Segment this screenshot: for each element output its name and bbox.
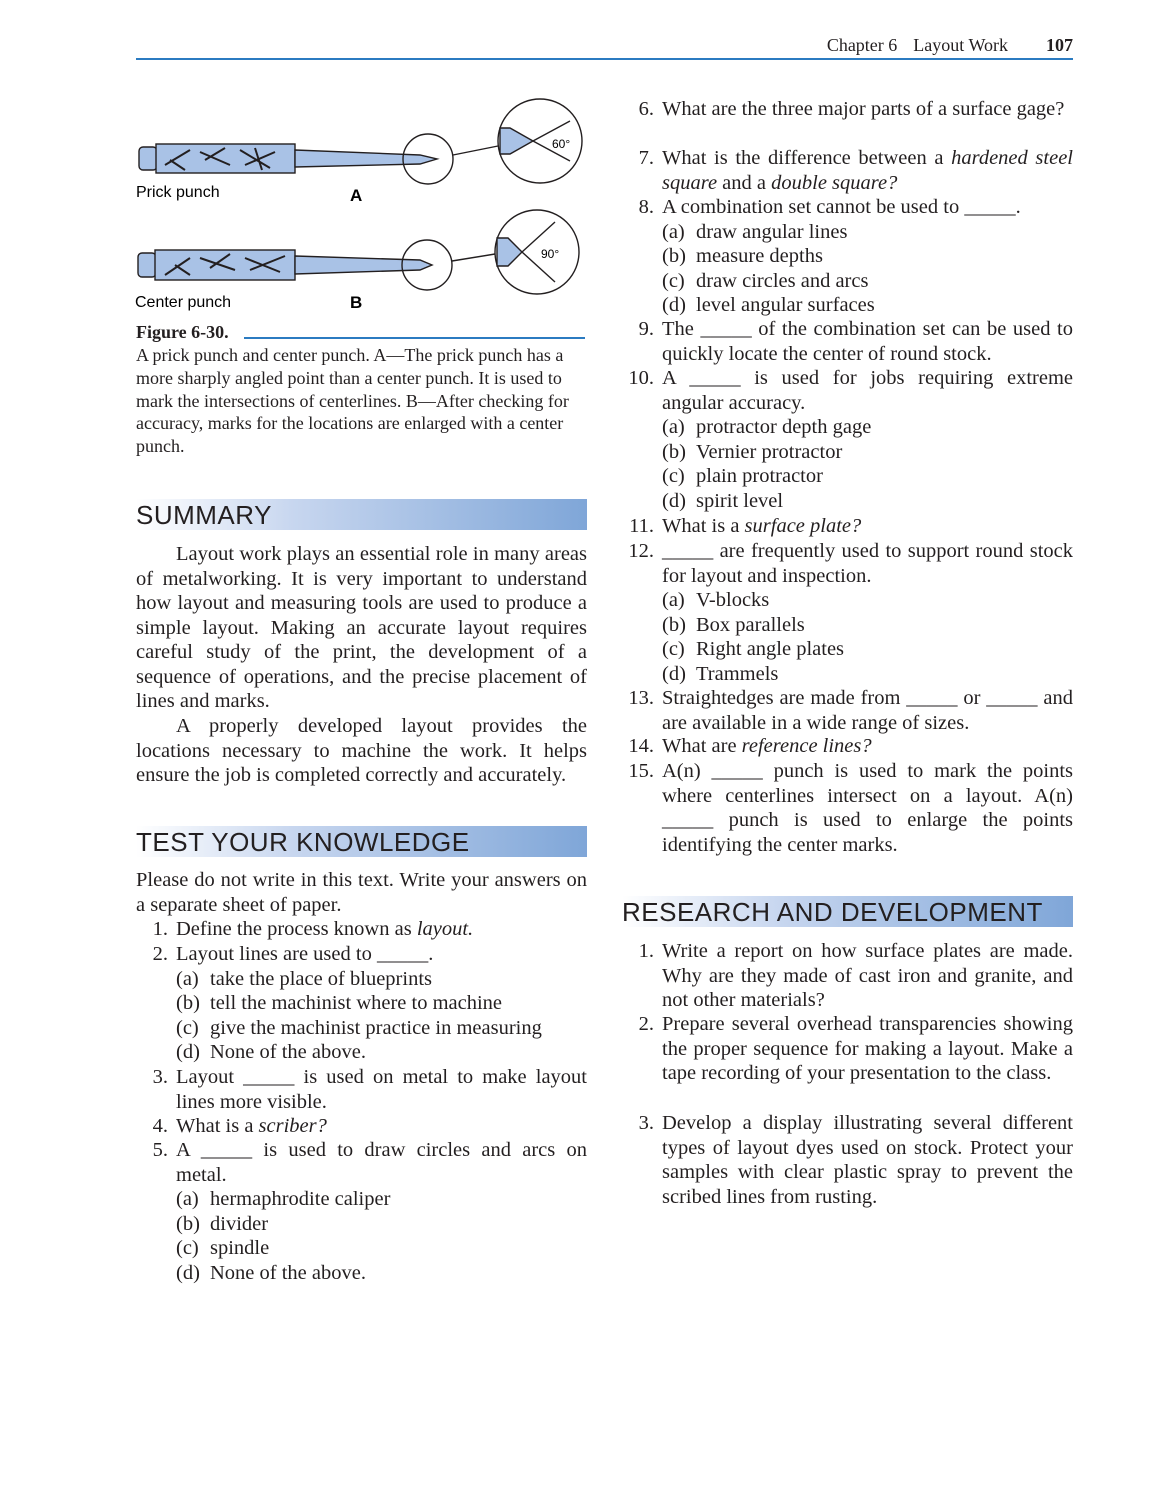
question-number: 9.: [638, 318, 654, 340]
option-d: (d) Trammels: [662, 662, 779, 685]
angle-label-a: 60°: [552, 137, 571, 151]
center-punch-label: Center punch: [135, 294, 232, 311]
question-10: [622, 366, 1073, 513]
summary-heading: [136, 499, 587, 530]
option-b: (b) Box parallels: [662, 613, 805, 636]
question-text: A _____ is used to draw circles and arcs on metal.: [176, 1139, 587, 1186]
question-number: 2.: [152, 943, 168, 965]
question-number: 11.: [629, 515, 654, 537]
question-number: 13.: [628, 687, 654, 709]
test-heading-text: TEST YOUR KNOWLEDGE: [136, 827, 470, 857]
question-text: _____ are frequently used to support round stock for layout and inspection.: [662, 540, 1073, 587]
option-d: (d) None of the above.: [176, 1041, 366, 1063]
question-4: [136, 1114, 587, 1139]
summary-paragraph-2: A properly developed layout provides the locations necessary to machine the work. It helps ensure the job is completed correctly and accurately.: [136, 715, 587, 786]
question-text: Layout _____ is used on metal to make layout lines more visible.: [176, 1066, 587, 1113]
question-number: 14.: [628, 735, 654, 757]
summary-heading-text: SUMMARY: [136, 500, 272, 530]
page-number: 107: [1046, 35, 1073, 55]
question-term: layout.: [416, 918, 474, 940]
question-term: double square?: [771, 171, 898, 194]
research-item-2: 2. Prepare several overhead transparencies showing the proper sequence for making a layout. Make a tape recording of your presentation to the class.: [638, 1013, 1073, 1084]
figure-rule: [244, 337, 585, 339]
question-15: [622, 759, 1073, 857]
question-text: Straightedges are made from _____ or _____ and are available in a wide range of sizes.: [662, 687, 1073, 734]
research-item-3: 3. Develop a display illustrating several different types of layout dyes used on stock. Protect your samples with clear plastic spray to prevent the scribed lines from rusting.: [638, 1112, 1073, 1208]
chapter-title: Layout Work: [913, 35, 1008, 55]
question-term: scriber?: [258, 1115, 327, 1137]
question-text: What is a: [662, 515, 745, 537]
question-12: [622, 539, 1073, 686]
option-b: (b) measure depths: [662, 245, 823, 267]
option-a: (a) draw angular lines: [662, 220, 848, 243]
question-term: reference lines?: [741, 735, 872, 757]
option-d: (d) spirit level: [662, 489, 784, 512]
question-1: [136, 917, 587, 942]
question-11: [622, 514, 1073, 539]
question-text: The _____ of the combination set can be used to quickly locate the center of round stock.: [662, 318, 1073, 365]
question-8: [622, 195, 1073, 318]
question-number: 7.: [638, 147, 654, 169]
question-text: What is the difference between a: [662, 147, 952, 169]
chapter-number: Chapter 6: [826, 35, 898, 55]
question-text: Layout lines are used to _____.: [176, 943, 434, 965]
question-number: 6.: [638, 98, 654, 120]
panel-label-b: B: [350, 293, 363, 312]
question-text: A combination set cannot be used to _____.: [662, 196, 1021, 218]
option-a: (a) hermaphrodite caliper: [176, 1188, 391, 1210]
question-2: [136, 942, 587, 1065]
research-item-1: 1. Write a report on how surface plates are made. Why are they made of cast iron and granite, and not other materials?: [638, 940, 1073, 1011]
figure-caption: A prick punch and center punch. A—The prick punch has a more sharply angled point than a center punch. It is used to mark the intersections of centerlines. B—After checking for accuracy, marks for the locations are enlarged with a center punch.: [136, 345, 569, 457]
question-number: 15.: [628, 760, 654, 782]
figure-title: Figure 6-30.: [136, 322, 229, 342]
option-c: (c) give the machinist practice in measuring: [176, 1016, 542, 1039]
prick-punch-illustration: [139, 99, 582, 184]
option-a: (a) V-blocks: [662, 589, 770, 611]
center-punch-illustration: [138, 210, 579, 294]
question-text: What are the three major parts of a surface gage?: [662, 98, 1065, 120]
question-3: [136, 1065, 587, 1114]
question-14: [622, 734, 1073, 759]
prick-punch-label: Prick punch: [136, 184, 220, 201]
question-text: What are: [662, 735, 742, 757]
test-heading: [136, 826, 587, 857]
question-number: 4.: [152, 1115, 168, 1137]
question-term: hardened steel square: [662, 147, 1073, 194]
option-c: (c) plain protractor: [662, 465, 823, 487]
question-text: Define the process known as: [176, 918, 417, 940]
option-c: (c) draw circles and arcs: [662, 269, 869, 292]
summary-paragraph-1: Layout work plays an essential role in many areas of metalworking. It is very important to understand how layout and measuring tools are used to produce a simple layout. Making an accurate layout requires careful study of the print, the development of a sequence of operations, and the precise placement of lines and marks.: [136, 543, 587, 712]
question-13: [622, 686, 1073, 735]
question-5: [136, 1138, 587, 1285]
question-number: 8.: [638, 196, 654, 218]
question-text: A(n) _____ punch is used to mark the points where centerlines intersect on a layout. A(n) _____ punch is used to enlarge the points identifying the center marks.: [662, 760, 1073, 856]
question-number: 5.: [152, 1139, 168, 1161]
question-number: 1.: [152, 918, 168, 940]
question-number: 10.: [628, 367, 654, 389]
option-c: (c) spindle: [176, 1237, 270, 1259]
option-a: (a) take the place of blueprints: [176, 967, 432, 990]
option-b: (b) tell the machinist where to machine: [176, 992, 503, 1014]
question-number: 3.: [152, 1066, 168, 1088]
question-text: A _____ is used for jobs requiring extreme angular accuracy.: [662, 367, 1073, 414]
option-d: (d) level angular surfaces: [662, 294, 875, 316]
option-a: (a) protractor depth gage: [662, 416, 872, 438]
option-d: (d) None of the above.: [176, 1261, 366, 1284]
question-6: [622, 97, 1073, 122]
question-term: surface plate?: [744, 515, 862, 537]
option-b: (b) divider: [176, 1212, 269, 1235]
question-7: 7. What is the difference between a hardened steel square and a double square?: [622, 146, 1073, 195]
research-heading: [622, 896, 1073, 927]
option-b: (b) Vernier protractor: [662, 440, 843, 463]
angle-label-b: 90°: [541, 247, 560, 261]
question-text: What is a: [176, 1115, 259, 1137]
option-c: (c) Right angle plates: [662, 638, 845, 660]
panel-label-a: A: [350, 186, 363, 205]
test-intro: Please do not write in this text. Write your answers on a separate sheet of paper.: [136, 869, 587, 916]
question-9: [622, 317, 1073, 366]
question-number: 12.: [628, 540, 654, 562]
research-heading-text: RESEARCH AND DEVELOPMENT: [622, 897, 1043, 927]
